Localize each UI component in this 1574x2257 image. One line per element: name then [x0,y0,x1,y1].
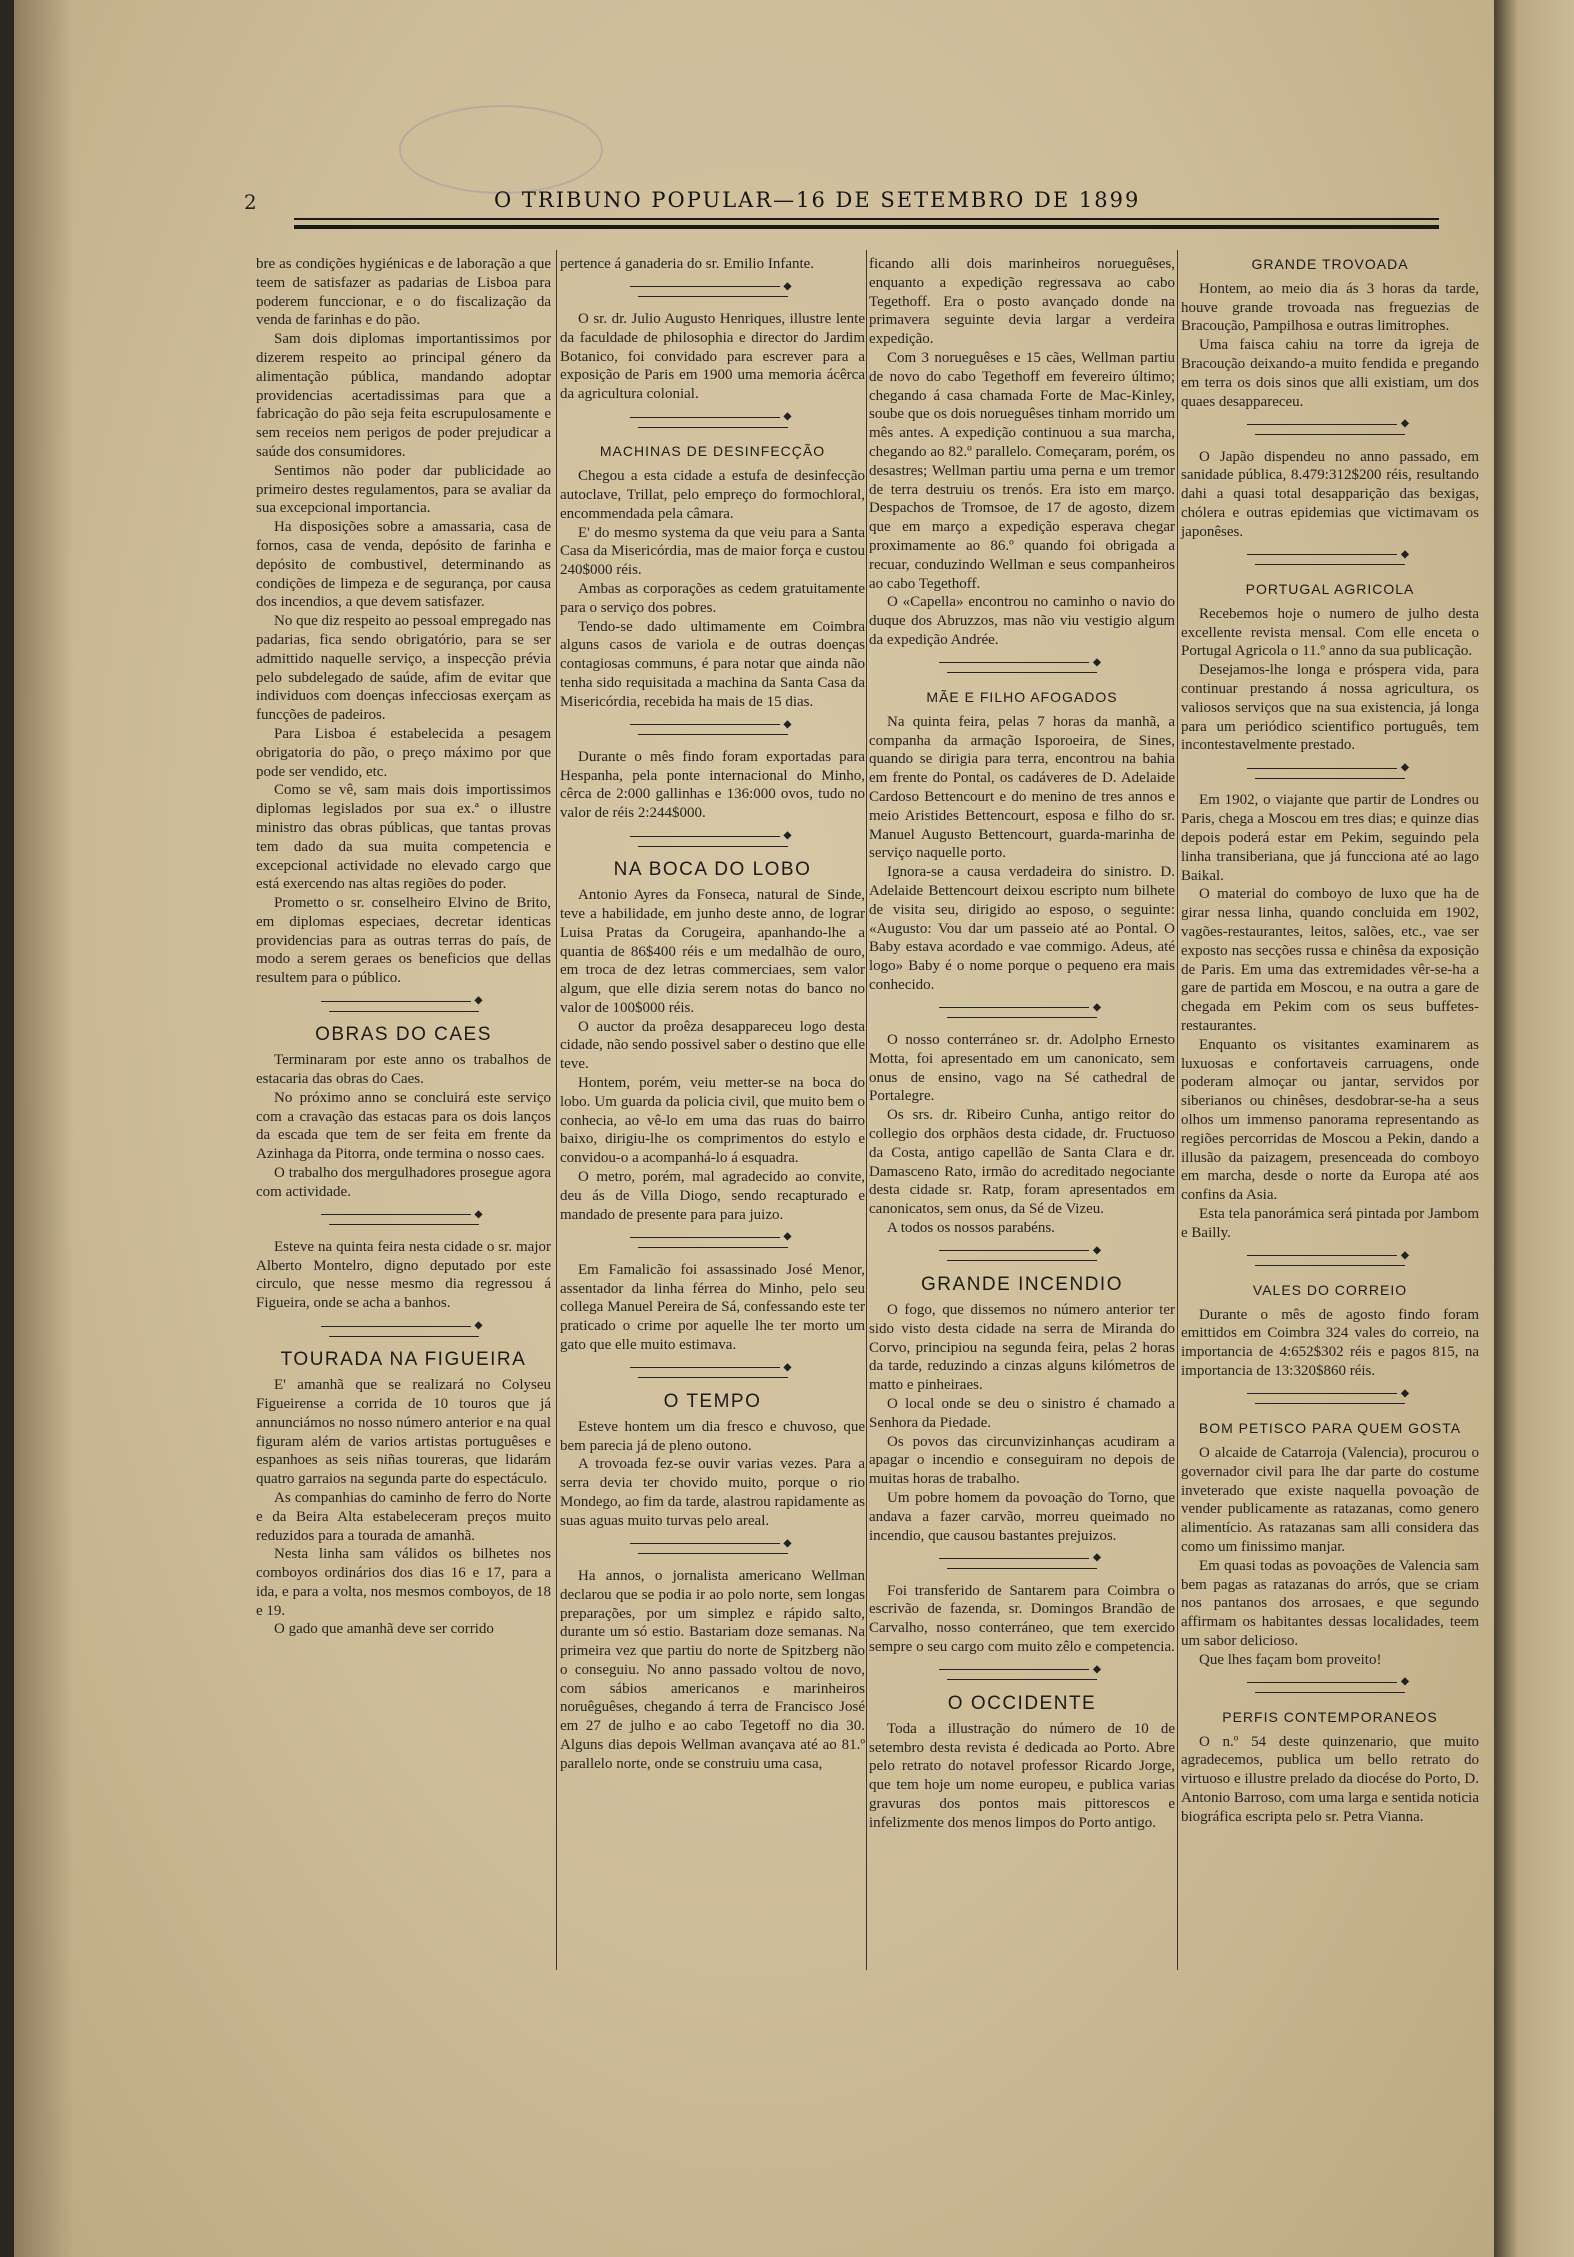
article-text: Sam dois diplomas importantissimos por dizerem respeito ao principal género da alimentação pública, mandando adoptar providencias acertadissimas para que a fabricação do pão seja feita escrupulosamente e sem receios nem perigos de poder prejudicar a saúde dos consumidores. [256,331,551,460]
headline: GRANDE TROVOADA [1251,256,1409,272]
article-text: Enquanto os visitantes examinarem as luxuosas e confortaveis carruagens, onde poderam almoçar ou jantar, servidos por siberianos ou chinêses, desdobrar-se-ha a seus olhos um immenso panorama representando as regiões percorridas de Moscou a Pekin, dando a illusão da paizagem, presenceada do comboyo em marcha, desde o norte da Europa até aos confins da Asia. [1181,1036,1479,1204]
article-text: Antonio Ayres da Fonseca, natural de Sinde, teve a habilidade, em junho deste anno, de lograr Luisa Pratas da Corugeira, apanhando-lhe a quantia de 86$400 réis e um medalhão de ouro, em troca de dez letras commerciaes, sem valor algum, que elle dizia serem notas do banco no valor de 100$000 réis. [560,887,865,1016]
article-text: Esteve na quinta feira nesta cidade o sr. major Alberto Montelro, digno deputado por este circulo, que nesse mesmo dia regressou á Figueira, onde se acha a banhos. [256,1238,551,1312]
article-text: Em 1902, o viajante que partir de Londres ou Paris, chega a Moscou em tres dias; e quinze dias depois poderá estar em Pekim, seguindo pela linha transiberiana, que já funcciona até ao lago Baikal. [1181,792,1479,884]
article-text: Em quasi todas as povoações de Valencia sam bem pagas as ratazanas do arrós, que se criam nos pantanos dos arrosaes, e que segundo affirmam os habitantes dessas localidades, teem um sabor delicioso. [1181,1557,1479,1649]
ornament-divider: ◆ [256,996,551,1016]
article-text: Ignora-se a causa verdadeira do sinistro. D. Adelaide Bettencourt deixou escripto num bilhete de visita seu, dirigido ao esposo, o seguinte: «Augusto: Vou dar um passeio até ao Pontal. O Baby estava acordado e vae commigo. Adeus, até logo» Baby é o nome porque o pequeno era mais conhecido. [869,864,1175,993]
article-text: E' do mesmo systema da que veiu para a Santa Casa da Misericórdia, mas de maior força e custou 240$000 réis. [560,524,865,579]
ornament-divider: ◆ [869,1665,1175,1685]
article-text: Esteve hontem um dia fresco e chuvoso, que bem parecia já de pleno outono. [560,1418,865,1454]
article-text: O «Capella» encontrou no caminho o navio do duque dos Abruzzos, mas não viu vestigio algum da expedição Andrée. [869,594,1175,648]
article-text: Sentimos não poder dar publicidade ao primeiro destes regulamentos, para se avaliar da sua excepcional importancia. [256,462,551,517]
article-text: O alcaide de Catarroja (Valencia), procurou o governador civil para lhe dar parte do costume inveterado que existe naquella povoação de vender publicamente as ratazanas, como genero alimentício. As ratazanas sam alli considera das como um finissimo manjar. [1181,1444,1479,1555]
headline: VALES DO CORREIO [1252,1281,1408,1298]
ornament-divider: ◆ [869,658,1175,678]
article-text: Como se vê, sam mais dois importissimos diplomas legislados por sua ex.ª o illustre ministro das obras públicas, que tantas provas tem dado da sua muita competencia e excepcional actividade no elevado cargo que está exercendo nas altas regiões do poder. [256,782,551,893]
article-text: Nesta linha sam válidos os bilhetes nos comboyos ordinários dos dias 16 e 17, para a ida, e para a volta, nos mesmos comboyos, de 18 e 19. [256,1546,551,1619]
newspaper-page [14,0,1494,2257]
article-text: Foi transferido de Santarem para Coimbra o escrivão de fazenda, sr. Domingos Brandão de Carvalho, nosso conterráneo, que tem exercido sempre o seu cargo com muito zêlo e competencia. [869,1582,1175,1655]
headline: O TEMPO [663,1391,762,1413]
article-text: Os povos das circunvizinhanças acudiram a apagar o incendio e conseguiram no depois de muitas horas de trabalho. [869,1433,1175,1488]
headline: GRANDE INCENDIO [921,1274,1123,1296]
headline: BOM PETISCO PARA QUEM GOSTA [1198,1420,1462,1437]
article-text: Na quinta feira, pelas 7 horas da manhã, a companha da armação Isporoeira, de Sines, quando se dirigia para terra, encontrou na bahia em frente do Pontal, os cadáveres de D. Adelaide Cardoso Bettencourt e do menino de tres annos e meio Aristides Bettencourt, esposa e filho do sr. Manuel Augusto Bettencourt, guarda-marinha de serviço naquelle porto. [869,713,1175,862]
article-text: O Japão dispendeu no anno passado, em sanidade pública, 8.479:312$200 réis, resultando dahi a quasi total desapparição das bexigas, chólera e outras epidemias que victimavam os japonêses. [1181,448,1479,540]
headline: MACHINAS DE DESINFECÇÃO [599,443,826,460]
page-number: 2 [244,190,257,214]
header-rule-thin [294,218,1439,220]
ornament-divider: ◆ [869,1553,1175,1573]
headline: OBRAS DO CAES [315,1024,492,1046]
article-text: O sr. dr. Julio Augusto Henriques, illustre lente da faculdade de philosophia e director do Jardim Botanico, foi convidado para escrever para a exposição de Paris em 1900 uma memoria ácêrca da agricultura colonial. [560,311,865,403]
article-text: Chegou a esta cidade a estufa de desinfecção autoclave, Trillat, pelo empreço do formochloral, encommendada pela câmara. [560,468,865,522]
ornament-divider: ◆ [560,1539,865,1559]
article-text: No que diz respeito ao pessoal empregado nas padarias, fica sendo obrigatório, para se ser admittido naquelle serviço, a inspecção prévia pelo subdelegado de saúde, afim de evitar que individuos com doenças infecciosas exerçam as funcções de padeiros. [256,613,551,724]
adjacent-page-edge [1494,0,1574,2257]
headline: MÃE E FILHO AFOGADOS [926,689,1118,706]
article-text: O auctor da proêza desappareceu logo desta cidade, não sendo possivel saber o destino que elle teve. [560,1018,865,1073]
article-text: O local onde se deu o sinistro é chamado a Senhora da Piedade. [869,1395,1175,1431]
article-text: Com 3 norueguêses e 15 cães, Wellman partiu de novo do cabo Tegethoff em fevereiro último; chegando á casa chamada Forte de Mac-Kinley, soube que os dois norueguêses tinham morrido um mês antes. A expedição continuou a sua marcha, chegando ao 82.º parallelo. Começaram, porém, os desastres; Wellman partiu uma perna e um tremor de terra destruiu os trenós. Era isto em março. Despachos de Tromsoe, de 17 de agosto, dizem que em março a expedição esperava chegar proximamente ao 86.º quando foi obrigada a recuar, conduzindo Wellman e seus companheiros ao cabo Tegethoff. [869,349,1175,592]
article-text: A trovoada fez-se ouvir varias vezes. Para a serra devia ter chovido muito, porque o rio Mondego, ao fim da tarde, alastrou rapidamente as suas aguas muito turvas pelo areal. [560,1456,865,1529]
ornament-divider: ◆ [560,1232,865,1252]
article-text: Os srs. dr. Ribeiro Cunha, antigo reitor do collegio dos orphãos desta cidade, dr. Fructuoso da Costa, antigo capellão de Santa Clara e dr. Damasceno Rato, irmão do acreditado negociante desta cidade sr. Ratp, foram apresentados em canonicatos, sem onus, da Sé de Vizeu. [869,1107,1175,1218]
article-text: O gado que amanhã deve ser corrido [274,1621,494,1638]
ornament-divider: ◆ [1181,1389,1479,1409]
headline: NA BOCA DO LOBO [613,859,812,881]
article-text: Ha annos, o jornalista americano Wellman declarou que se podia ir ao polo norte, sem longas preparações, por um simplez e rápido salto, durante um só estio. Bastariam doze semanas. Na primeira vez que partiu do norte de Spitzberg não o conseguiu. No anno passado voltou de novo, com sábios americanos e marinheiros noruêguêses, chegando á terra de Francisco José em 27 de julho e ao cabo Tegetoff no dia 30. Alguns dias depois Wellman avançava até ao 81.º parallelo norte, onde se construiu uma casa, [560,1567,865,1772]
article-text: O fogo, que dissemos no número anterior ter sido visto desta cidade na serra de Miranda do Corvo, principiou na segunda feira, pelas 2 horas da tarde, reduzindo a cinzas alguns kilómetros de matto e pinheiraes. [869,1301,1175,1394]
article-text: Durante o mês de agosto findo foram emittidos em Coimbra 324 vales do correio, na importancia de 4:652$302 réis e pagos 815, na importancia de 13:320$860 réis. [1181,1306,1479,1380]
article-text: Prometto o sr. conselheiro Elvino de Brito, em diplomas especiaes, decretar identicas providencias para as outras terras do país, de modo a serem geraes os beneficios que dellas resultem para o público. [256,895,551,987]
article-text: Ha disposições sobre a amassaria, casa de fornos, casa de venda, depósito de farinha e depósito de combustivel, determinando as condições de limpeza e de segurança, por causa dos incendios, a que devem satisfazer. [256,519,551,611]
header-rule-thick [294,225,1439,229]
ornament-divider: ◆ [256,1210,551,1230]
column-3 [869,255,1175,1833]
article-text: Ambas as corporações as cedem gratuitamente para o serviço dos pobres. [560,580,865,616]
column-2 [560,255,865,1774]
article-text: As companhias do caminho de ferro do Norte e da Beira Alta estabeleceram preços muito reduzidos para a tourada de amanhã. [256,1489,551,1544]
article-text: bre as condições hygiénicas e de laboração a que teem de satisfazer as padarias de Lisboa para poderem funccionar, e o do fiscalização da venda de farinhas e do pão. [256,256,551,329]
article-text: Esta tela panorámica será pintada por Jambom e Bailly. [1181,1205,1479,1241]
headline: O OCCIDENTE [947,1693,1097,1715]
article-text: O material do comboyo de luxo que ha de girar nessa linha, quando concluida em 1902, vagões-restaurantes, leitos, salões, etc., vae ser exposto nas secções russa e chinêsa da exposição de Paris. Em uma das extremidades vêr-se-ha a gare de partida em Moscou, e na outra a gare de chegada em Pekim com os seus buffetes-restaurantes. [1181,886,1479,1034]
article-text: Toda a illustração do número de 10 de setembro desta revista é dedicada ao Porto. Abre pelo retrato do notavel professor Ricardo Jorge, que tem hoje um nome europeu, e publica varias gravuras dos pontos mais pittorescos e infelizmente dos menos limpos do Porto antigo. [869,1720,1175,1831]
article-text: O metro, porém, mal agradecido ao convite, deu ás de Villa Diogo, sendo recapturado e mandado de presente para para juizo. [560,1169,865,1223]
ornament-divider: ◆ [869,1246,1175,1266]
ornament-divider: ◆ [256,1321,551,1341]
article-text: Que lhes façam bom proveito! [1199,1651,1382,1668]
article-text: Desejamos-lhe longa e próspera vida, para continuar prestando á nossa agricultura, os valiosos serviços que na sua existencia, já longa para um periódico scientifico português, tem incontestavelmente prestado. [1181,662,1479,754]
article-text: Recebemos hoje o numero de julho desta excellente revista mensal. Com elle encetа o Portugal Agricola o 11.º anno da sua publicação. [1181,605,1479,660]
ornament-divider: ◆ [1181,763,1479,783]
ornament-divider: ◆ [560,412,865,432]
headline: PORTUGAL AGRICOLA [1245,580,1415,597]
article-text: pertence á ganaderia do sr. Emilio Infante. [560,256,815,272]
ornament-divider: ◆ [560,720,865,740]
ornament-divider: ◆ [560,831,865,851]
article-text: O n.º 54 deste quinzenario, que muito agradecemos, publica um bello retrato do virtuoso e illustre prelado da diocése do Porto, D. Antonio Barroso, com uma larga e sentida noticia biográfica escripta pelo sr. Petra Vianna. [1181,1733,1479,1825]
column-4 [1181,255,1479,1827]
article-text: Hontem, porém, veiu metter-se na boca do lobo. Um guarda da policia civil, que muito bem o conhecia, ao vê-lo em uma das ruas do bairro baixo, dirigiu-lhe os comprimentos do estylo e convidou-o a acompanhá-lo á esquadra. [560,1075,865,1167]
article-text: A todos os nossos parabéns. [887,1220,1055,1237]
ornament-divider: ◆ [1181,419,1479,439]
article-text: Tendo-se dado ultimamente em Coimbra alguns casos de variola e de outras doenças contagiosas communs, é para notar que ainda não tenha sido requisitada a machina da Santa Casa da Misericórdia, recebida ha mais de 15 dias. [560,618,865,710]
ornament-divider: ◆ [869,1003,1175,1023]
article-text: Hontem, ao meio dia ás 3 horas da tarde, houve grande trovoada nas freguezias de Bracoução, Pampilhosa e outras limitrophes. [1181,280,1479,335]
ornament-divider: ◆ [560,282,865,302]
article-text: Durante o mês findo foram exportadas para Hespanha, pela ponte internacional do Minho, cêrca de 2:000 gallinhas e 136:000 ovos, tudo no valor de réis 2:244$000. [560,748,865,822]
library-stamp [399,105,603,194]
column-1 [256,255,551,1639]
article-text: Em Famalicão foi assassinado José Menor, assentador da linha férrea do Minho, pelo seu collega Manuel Pereira de Sá, confessando este ter praticado o crime por aquelle lhe ter morto um gato que elle muito estimava. [560,1261,865,1353]
column-separator [866,250,867,1970]
headline: PERFIS CONTEMPORANEOS [1222,1708,1438,1725]
article-text: Uma faisca cahiu na torre da igreja de Bracoução deixando-a muito fendida e pregando em terra os dois sinos que alli existiam, um dos quaes desappareceu. [1181,337,1479,410]
ornament-divider: ◆ [1181,550,1479,570]
article-text: O nosso conterráneo sr. dr. Adolpho Ernesto Motta, foi apresentado em um canonicato, sem onus de ensino, vago na Sé cathedral de Portalegre. [869,1032,1175,1105]
column-separator [1177,250,1178,1970]
article-text: Um pobre homem da povoação do Torno, que andava a fazer carvão, morreu queimado no incendio, que causou bastantes prejuizos. [869,1489,1175,1544]
article-text: Para Lisboa é estabelecida a pesagem obrigatoria do pão, o preço máximo por que pode ser vendido, etc. [256,725,551,780]
article-text: O trabalho dos mergulhadores prosegue agora com actividade. [256,1164,551,1200]
article-text: E' amanhã que se realizará no Colyseu Figueirense a corrida de 10 touros que já annunciámos no nosso número anterior e na qual figuram além de varios artistas portuguêses e espanhoes as seis niñas toureras, que lidarám quatro garraios na segunda parte do espectáculo. [256,1377,551,1488]
ornament-divider: ◆ [1181,1251,1479,1271]
headline: TOURADA NA FIGUEIRA [280,1349,527,1371]
ornament-divider: ◆ [1181,1677,1479,1697]
masthead: O TRIBUNO POPULAR—16 DE SETEMBRO DE 1899 [494,188,1141,212]
column-separator [556,250,557,1970]
ornament-divider: ◆ [560,1363,865,1383]
article-text: ficando alli dois marinheiros norueguêses, enquanto a expedição regressava ao cabo Tegethoff. Era o posto avançado donde na primavera seguinte devia largar a verdeira expedição. [869,256,1175,348]
article-text: Terminaram por este anno os trabalhos de estacaria das obras do Caes. [256,1052,551,1087]
article-text: No próximo anno se concluirá este serviço com a cravação das estacas para os dois lanços da escada que tem de ser feita em frente da Azinhaga da Pitorra, onde termina o nosso caes. [256,1089,551,1163]
